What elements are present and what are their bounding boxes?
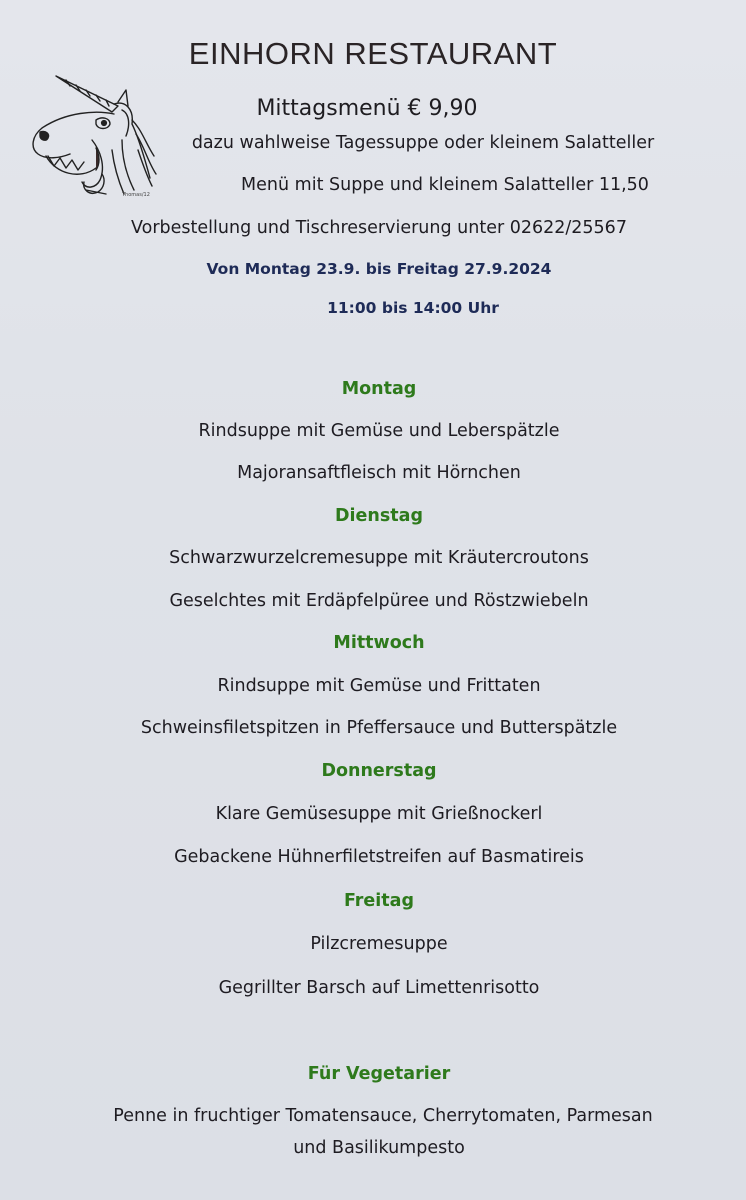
lunch-price — [0, 98, 746, 120]
vegetarian-dish-line-2: und Basilikumpesto — [293, 1138, 465, 1158]
dish-main-mittwoch: Schweinsfiletspitzen in Pfeffersauce und Butterspätzle — [140, 718, 618, 738]
vegetarian-dish-line-1: Penne in fruchtiger Tomatensauce, Cherrytomaten, Parmesan — [113, 1106, 653, 1126]
dish-soup-dienstag: Schwarzwurzelcremesuppe mit Kräutercroutons — [169, 548, 589, 568]
day-heading-donnerstag: Donnerstag — [321, 761, 437, 781]
option-line: dazu wahlweise Tagessuppe oder kleinem Salatteller — [191, 133, 655, 153]
lunch-price-text: Mittagsmenü € 9,90 — [256, 96, 478, 121]
day-heading-mittwoch: Mittwoch — [333, 633, 425, 653]
restaurant-title: EINHORN RESTAURANT — [188, 36, 558, 71]
dish-soup-mittwoch: Rindsuppe mit Gemüse und Frittaten — [217, 676, 541, 696]
day-heading-dienstag: Dienstag — [335, 506, 423, 526]
opening-hours: 11:00 bis 14:00 Uhr — [327, 299, 499, 317]
dish-soup-donnerstag: Klare Gemüsesuppe mit Grießnockerl — [215, 804, 543, 824]
date-range: Von Montag 23.9. bis Freitag 27.9.2024 — [206, 260, 552, 278]
dish-soup-montag: Rindsuppe mit Gemüse und Leberspätzle — [198, 421, 560, 441]
dish-main-freitag: Gegrillter Barsch auf Limettenrisotto — [218, 978, 540, 998]
dish-main-dienstag: Geselchtes mit Erdäpfelpüree und Röstzwiebeln — [169, 591, 589, 611]
day-heading-montag: Montag — [341, 379, 417, 399]
dish-main-montag: Majoransaftfleisch mit Hörnchen — [237, 463, 521, 483]
svg-text:Thomas/12: Thomas/12 — [122, 192, 150, 198]
day-heading-freitag: Freitag — [343, 891, 415, 911]
menu-with-soup-line: Menü mit Suppe und kleinem Salatteller 11,50 — [241, 175, 649, 195]
vegetarian-heading: Für Vegetarier — [307, 1064, 451, 1084]
reservation-line: Vorbestellung und Tischreservierung unter 02622/25567 — [131, 218, 627, 238]
dish-soup-freitag: Pilzcremesuppe — [310, 934, 448, 954]
dish-main-donnerstag: Gebackene Hühnerfiletstreifen auf Basmatireis — [174, 847, 584, 867]
